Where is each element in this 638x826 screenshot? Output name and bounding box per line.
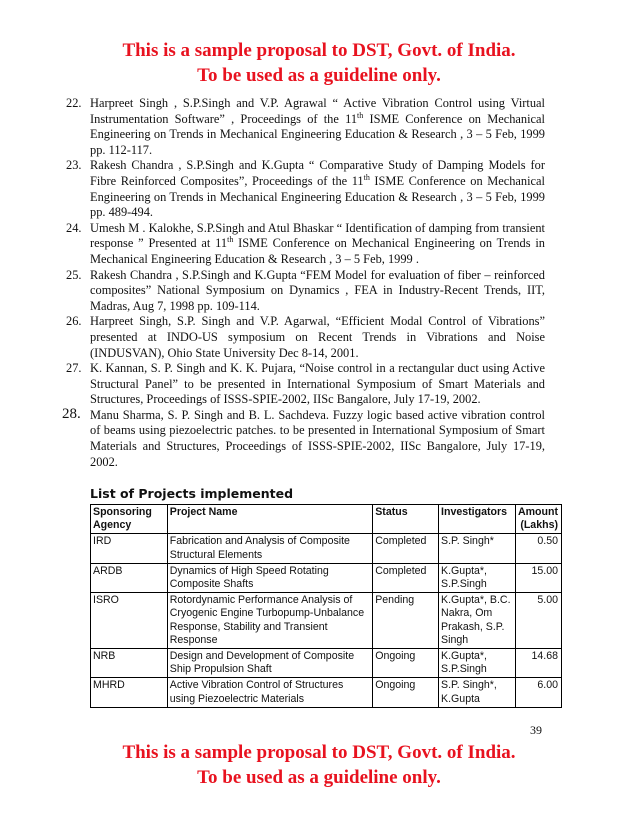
reference-number: 27. xyxy=(66,361,82,376)
superscript: th xyxy=(357,110,364,120)
cell-agency: NRB xyxy=(91,649,168,678)
cell-status: Pending xyxy=(373,593,439,649)
reference-item xyxy=(66,158,545,220)
reference-text: Umesh M . Kalokhe, S.P.Singh and Atul Bhaskar “ Identification of damping from transient response ” Presented at 11 xyxy=(90,220,545,251)
reference-number: 23. xyxy=(66,158,82,173)
cell-agency: ARDB xyxy=(91,563,168,592)
header-project-name: Project Name xyxy=(167,505,372,534)
reference-item xyxy=(66,267,545,315)
cell-status: Ongoing xyxy=(373,649,439,678)
cell-project: Active Vibration Control of Structures using Piezoelectric Materials xyxy=(167,678,372,707)
cell-status: Ongoing xyxy=(373,678,439,707)
table-row xyxy=(91,534,562,563)
reference-list xyxy=(62,96,546,470)
superscript: th xyxy=(363,172,370,182)
table-header-row xyxy=(91,505,562,534)
page-number: 39 xyxy=(530,723,542,737)
reference-text: Harpreet Singh , S.P.Singh and V.P. Agrawal “ Active Vibration Control using Virtual Instrumentation Software” , Proceedings of the 11 xyxy=(90,96,545,126)
cell-project: Fabrication and Analysis of Composite Structural Elements xyxy=(167,534,372,563)
reference-text: Harpreet Singh, S.P. Singh and V.P. Agarwal, “Efficient Modal Control of Vibrations” presented at INDO-US symposium on Recent Trends in Vibrations and Noise (INDUSVAN), Ohio State University Dec 8-14, 2001. xyxy=(90,314,545,360)
table-row xyxy=(91,678,562,707)
cell-amount: 15.00 xyxy=(515,563,561,592)
reference-text: Rakesh Chandra , S.P.Singh and K.Gupta “FEM Model for evaluation of fiber – reinforced composites” National Symposium on Dynamics , FEA in Industry-Recent Trends, IIT, Madras, Aug 7, 1998 pp. 109-114. xyxy=(90,267,545,313)
table-row xyxy=(91,593,562,649)
reference-text: Rakesh Chandra , S.P.Singh and K.Gupta “ Comparative Study of Damping Models for Fibre Reinforced Composites”, Proceedings of the 11 xyxy=(90,158,545,188)
cell-investigators: K.Gupta*, S.P.Singh xyxy=(439,649,516,678)
reference-text-cont: ISME Conference on Mechanical Engineering on Trends in Mechanical Engineering Education & Research , 3 – 5 Feb, 1999 pp. 112-117. xyxy=(90,111,545,157)
cell-amount: 14.68 xyxy=(515,649,561,678)
cell-agency: ISRO xyxy=(91,593,168,649)
reference-item xyxy=(66,314,545,361)
cell-status: Completed xyxy=(373,534,439,563)
projects-heading: List of Projects implemented xyxy=(90,486,294,501)
cell-investigators: K.Gupta*, B.C. Nakra, Om Prakash, S.P. Singh xyxy=(439,593,516,649)
table-row xyxy=(91,563,562,592)
reference-item xyxy=(62,405,545,470)
cell-project: Rotordynamic Performance Analysis of Cryogenic Engine Turbopump-Unbalance Response, Stability and Transient Response xyxy=(167,593,372,649)
watermark-banner-bottom xyxy=(0,740,638,790)
cell-investigators: S.P. Singh*, K.Gupta xyxy=(439,678,516,707)
banner-line-2: To be used as a guideline only. xyxy=(197,65,441,86)
cell-amount: 5.00 xyxy=(515,593,561,649)
header-amount: Amount (Lakhs) xyxy=(515,505,561,534)
cell-project: Design and Development of Composite Ship Propulsion Shaft xyxy=(167,649,372,678)
banner-line-1: This is a sample proposal to DST, Govt. of India. xyxy=(122,742,516,763)
reference-number: 28. xyxy=(62,405,81,422)
banner-line-2: To be used as a guideline only. xyxy=(197,767,441,788)
reference-number: 24. xyxy=(66,220,82,235)
reference-text-cont: ISME Conference on Mechanical Engineering on Trends in Mechanical Engineering Education & Research , 3 – 5 Feb, 1999 . xyxy=(90,236,546,266)
cell-project: Dynamics of High Speed Rotating Composite Shafts xyxy=(167,563,372,592)
cell-agency: IRD xyxy=(91,534,168,563)
reference-text: Manu Sharma, S. P. Singh and B. L. Sachdeva. Fuzzy logic based active vibration control of beams using piezoelectric patches. to be presented in International Symposium of Smart Materials and Structures, Proceedings of ISSS-SPIE-2002, IISc Bangalore, July 17-19, 2002. xyxy=(90,407,545,469)
header-sponsoring-agency: Sponsoring Agency xyxy=(91,505,168,534)
reference-item xyxy=(66,220,546,268)
banner-line-1: This is a sample proposal to DST, Govt. of India. xyxy=(122,40,516,61)
cell-amount: 6.00 xyxy=(515,678,561,707)
reference-text: K. Kannan, S. P. Singh and K. K. Pujara, “Noise control in a rectangular duct using Active Structural Panel” to be presented in International Symposium of Smart Materials and Structures, Proceedings of ISSS-SPIE-2002, IISc Bangalore, July 17-19, 2002. xyxy=(90,361,545,407)
reference-number: 26. xyxy=(66,314,82,329)
cell-investigators: S.P. Singh* xyxy=(439,534,516,563)
watermark-banner-top xyxy=(0,38,638,88)
header-investigators: Investigators xyxy=(439,505,516,534)
cell-investigators: K.Gupta*, S.P.Singh xyxy=(439,563,516,592)
cell-status: Completed xyxy=(373,563,439,592)
superscript: th xyxy=(227,235,234,245)
cell-amount: 0.50 xyxy=(515,534,561,563)
projects-table xyxy=(90,504,562,708)
reference-item xyxy=(66,96,545,158)
reference-text-cont: ISME Conference on Mechanical Engineering on Trends in Mechanical Engineering Education & Research , 3 – 5 Feb, 1999 pp. 489-494. xyxy=(90,173,545,220)
reference-number: 25. xyxy=(66,267,82,282)
reference-number: 22. xyxy=(66,96,82,110)
table-row xyxy=(91,649,562,678)
cell-agency: MHRD xyxy=(91,678,168,707)
header-status: Status xyxy=(373,505,439,534)
reference-item xyxy=(66,361,545,408)
